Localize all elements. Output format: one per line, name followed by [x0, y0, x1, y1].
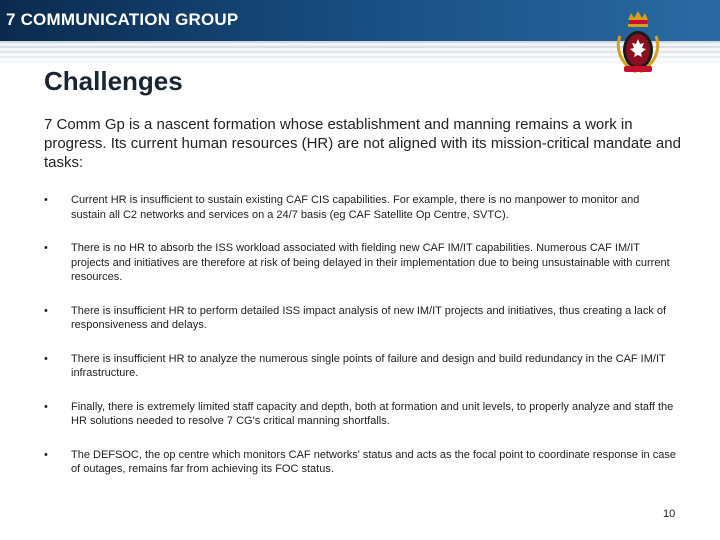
- list-item: [44, 241, 676, 285]
- intro-paragraph: 7 Comm Gp is a nascent formation whose establishment and manning remains a work in progress. Its current human resources (HR) are not aligned with its mission-critical mandate and tasks:: [44, 116, 681, 171]
- military-crest-icon: [610, 10, 666, 76]
- bullet-text: Finally, there is extremely limited staff capacity and depth, both at formation and unit levels, to properly analyze and staff the HR solutions needed to resolve 7 CG's critical manning shortfalls.: [71, 400, 674, 427]
- header-title: 7 COMMUNICATION GROUP: [6, 10, 239, 29]
- list-item: [44, 448, 676, 477]
- list-item: [44, 400, 676, 429]
- bullet-icon: •: [44, 242, 48, 254]
- slide-heading: Challenges: [44, 66, 183, 96]
- bullet-text: There is insufficient HR to analyze the numerous single points of failure and design and build redundancy in the CAF IM/IT infrastructure.: [71, 352, 666, 379]
- bullet-icon: •: [44, 194, 48, 206]
- bullet-text: Current HR is insufficient to sustain existing CAF CIS capabilities. For example, there is no manpower to monitor and sustain all C2 networks and services on a 24/7 basis (eg CAF Satellite Op Centre, SVTC).: [71, 194, 640, 221]
- bullet-icon: •: [44, 352, 48, 365]
- list-item: [44, 352, 676, 381]
- list-item: [44, 304, 676, 333]
- list-item: [44, 193, 676, 222]
- challenges-list: [44, 193, 676, 477]
- bullet-icon: •: [44, 448, 48, 461]
- bullet-text: There is no HR to absorb the ISS workload associated with fielding new CAF IM/IT capabilities. Numerous CAF IM/IT projects and initiatives are therefore at risk of being delayed in their implementation due to being unsustainable with current resources.: [71, 242, 670, 283]
- bullet-text: There is insufficient HR to perform detailed ISS impact analysis of new IM/IT projects and initiatives, thus creating a lack of responsiveness and delays.: [71, 304, 667, 331]
- page-number: 10: [663, 508, 676, 520]
- bullet-icon: •: [44, 400, 48, 413]
- crown-icon: [628, 11, 648, 27]
- bullet-text: The DEFSOC, the op centre which monitors CAF networks' status and acts as the focal point to coordinate response in case of outages, remains far from achieving its FOC status.: [71, 448, 676, 475]
- bullet-icon: •: [44, 304, 48, 317]
